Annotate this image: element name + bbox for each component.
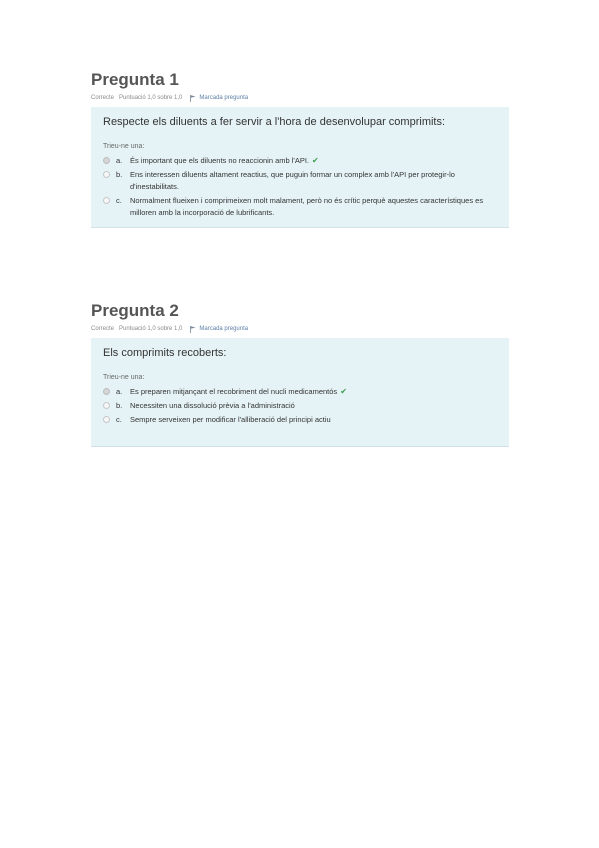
question-box (91, 338, 509, 447)
flag-icon (190, 95, 196, 102)
answer-list (103, 386, 497, 426)
answer-radio[interactable] (103, 157, 110, 164)
answer-letter: a. (116, 387, 123, 396)
answer-radio[interactable] (103, 402, 110, 409)
answer-letter: b. (116, 170, 123, 179)
question-status: Correcte (91, 95, 115, 101)
question-score: Puntuació 1,0 sobre 1,0 (119, 95, 183, 101)
question-status: Correcte (91, 326, 115, 332)
answer-option-a[interactable] (103, 386, 497, 398)
answer-option-b[interactable] (103, 169, 497, 193)
answer-letter: a. (116, 156, 123, 165)
answer-text: És important que els diluents no reaccionin amb l'API. (130, 156, 310, 165)
answer-radio[interactable] (103, 416, 110, 423)
answer-option-a[interactable] (103, 155, 497, 167)
answer-text: Sempre serveixen per modificar l'alliberació del principi actiu (130, 415, 331, 424)
question-text: Respecte els diluents a fer servir a l'hora de desenvolupar comprimits: (103, 116, 446, 128)
answer-radio[interactable] (103, 197, 110, 204)
answer-text: Ens interessen diluents altament reactius, que puguin formar un complex amb l'API per protegir-lo d'inestabilitats. (130, 170, 455, 191)
flag-question-link[interactable] (190, 323, 248, 335)
answer-prompt: Trieu-ne una: (103, 143, 145, 150)
answer-text: Necessiten una dissolució prèvia a l'administració (130, 401, 295, 410)
question-box (91, 107, 509, 228)
answer-option-b[interactable] (103, 400, 497, 412)
answer-text: Normalment flueixen i comprimeixen molt malament, però no és crític perquè aquestes característiques es milloren amb la incorporació de lubrificants. (130, 196, 484, 217)
check-icon: ✔ (312, 156, 319, 165)
answer-radio[interactable] (103, 388, 110, 395)
question-title: Pregunta 1 (91, 70, 179, 89)
answer-text: Es preparen mitjançant el recobriment del nucli medicamentós (130, 387, 338, 396)
answer-prompt: Trieu-ne una: (103, 374, 145, 381)
question-1 (91, 68, 509, 228)
answer-option-c[interactable] (103, 195, 497, 219)
question-info (91, 323, 509, 335)
question-2 (91, 299, 509, 447)
answer-option-c[interactable] (103, 414, 497, 426)
question-title: Pregunta 2 (91, 301, 179, 320)
flag-label: Marcada pregunta (199, 95, 249, 101)
answer-list (103, 155, 497, 219)
flag-question-link[interactable] (190, 92, 248, 104)
answer-letter: b. (116, 401, 123, 410)
question-text: Els comprimits recoberts: (103, 347, 227, 359)
question-score: Puntuació 1,0 sobre 1,0 (119, 326, 183, 332)
check-icon: ✔ (340, 387, 347, 396)
question-info (91, 92, 509, 104)
answer-letter: c. (116, 415, 122, 424)
flag-icon (190, 326, 196, 333)
answer-radio[interactable] (103, 171, 110, 178)
answer-letter: c. (116, 196, 122, 205)
flag-label: Marcada pregunta (199, 326, 249, 332)
